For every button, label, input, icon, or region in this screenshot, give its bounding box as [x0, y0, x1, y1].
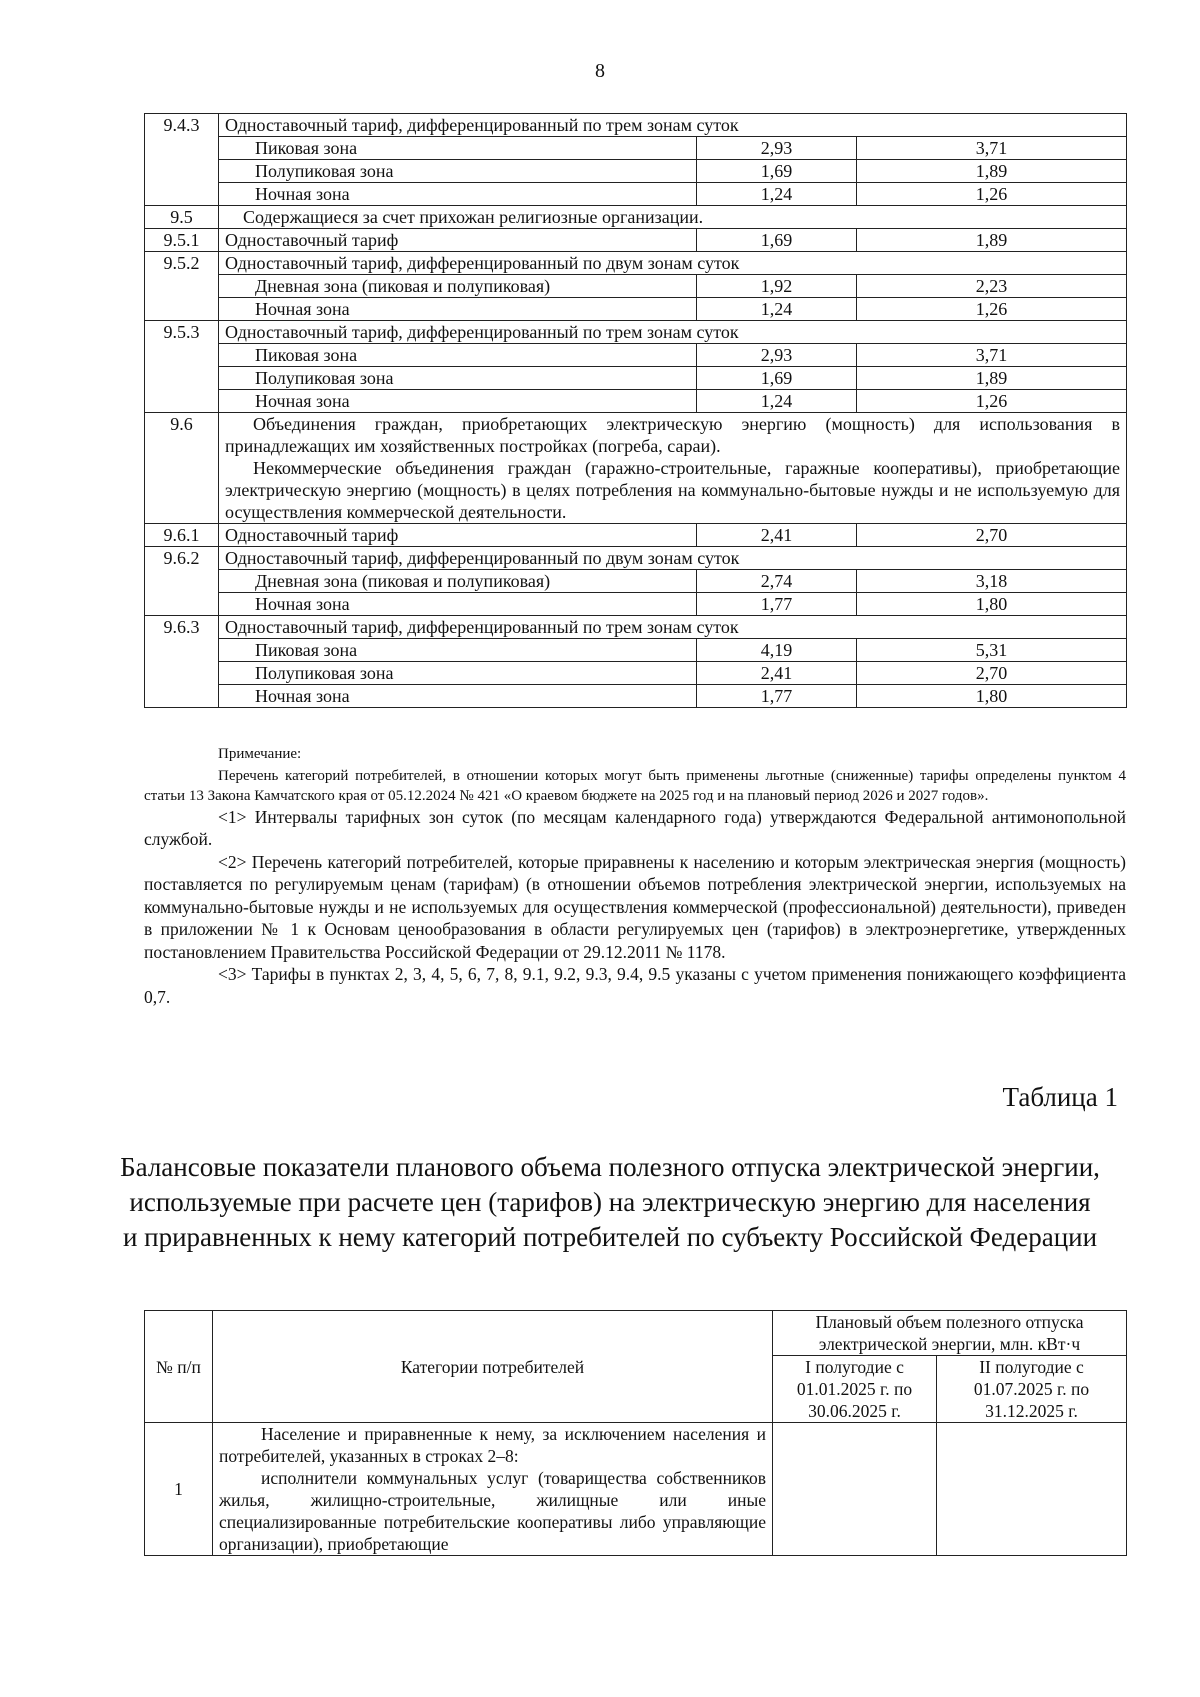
row-title: Содержащиеся за счет прихожан религиозные организации. — [219, 206, 1127, 229]
row-label: Одноставочный тариф — [219, 524, 697, 547]
value-h1: 2,93 — [697, 344, 857, 367]
value-h2: 3,71 — [857, 137, 1127, 160]
table-row — [145, 593, 1127, 616]
row-number: 9.6 — [145, 413, 219, 524]
value-h1: 1,92 — [697, 275, 857, 298]
notes-label: Примечание: — [218, 746, 302, 762]
row-label: Ночная зона — [219, 685, 697, 708]
value-h2: 1,89 — [857, 367, 1127, 390]
table-row — [145, 252, 1127, 275]
value-h1: 2,93 — [697, 137, 857, 160]
value-h2: 1,89 — [857, 229, 1127, 252]
value-h2: 5,31 — [857, 639, 1127, 662]
note-paragraph: <2> Перечень категорий потребителей, которые приравнены к населению и которым электрическая энергия (мощность) поставляется по регулируемым ценам (тарифам) (в отношении объемов потребления электрической энергии, используемых на коммунально-бытовые нужды и не используемых для осуществления коммерческой (профессиональной) деятельности), приведен в приложении № 1 к Основам ценообразования в области регулируемых цен (тарифов) в электроэнергетике, утвержденных постановлением Правительства Российской Федерации от 29.12.2011 № 1178. — [144, 851, 1126, 962]
value-h2: 3,18 — [857, 570, 1127, 593]
description-paragraph: Объединения граждан, приобретающих электрическую энергию (мощность) для использования в принадлежащих им хозяйственных постройках (погреба, сараи). — [225, 414, 1120, 456]
row-description — [219, 413, 1127, 524]
row-number: 9.5.1 — [145, 229, 219, 252]
table-row — [145, 390, 1127, 413]
value-h2: 3,71 — [857, 344, 1127, 367]
value-h2: 1,89 — [857, 160, 1127, 183]
table-row — [145, 1423, 1127, 1556]
value-h1: 1,69 — [697, 160, 857, 183]
table-row — [145, 639, 1127, 662]
note-paragraph: Перечень категорий потребителей, в отношении которых могут быть применены льготные (сниженные) тарифы определены пунктом 4 статьи 13 Закона Камчатского края от 05.12.2024 № 421 «О краевом бюджете на 2025 год и на плановый период 2026 и 2027 годов». — [144, 767, 1126, 804]
note-paragraph: <1> Интервалы тарифных зон суток (по месяцам календарного года) утверждаются Федеральной антимонопольной службой. — [144, 806, 1126, 849]
value-h2: 1,26 — [857, 298, 1127, 321]
row-number: 9.6.2 — [145, 547, 219, 616]
row-label: Ночная зона — [219, 390, 697, 413]
value-h1: 1,69 — [697, 367, 857, 390]
value-h2: 1,80 — [857, 685, 1127, 708]
notes-section — [144, 744, 1126, 1008]
table-row — [145, 662, 1127, 685]
row-label: Одноставочный тариф — [219, 229, 697, 252]
row-number: 9.5.2 — [145, 252, 219, 321]
row-label: Дневная зона (пиковая и полупиковая) — [219, 570, 697, 593]
table-row — [145, 524, 1127, 547]
row-label: Дневная зона (пиковая и полупиковая) — [219, 275, 697, 298]
header-category: Категории потребителей — [213, 1311, 773, 1423]
table-row — [145, 298, 1127, 321]
value-h2: 2,70 — [857, 524, 1127, 547]
page-number: 8 — [595, 60, 605, 82]
value-h1: 1,24 — [697, 298, 857, 321]
row-label: Ночная зона — [219, 298, 697, 321]
value-h1: 1,24 — [697, 390, 857, 413]
row-title: Одноставочный тариф, дифференцированный по двум зонам суток — [219, 547, 1127, 570]
row-number: 9.6.1 — [145, 524, 219, 547]
row-label: Пиковая зона — [219, 137, 697, 160]
header-half-year-2: II полугодие с 01.07.2025 г. по 31.12.2025 г. — [937, 1356, 1127, 1423]
value-h2: 1,80 — [857, 593, 1127, 616]
value-h1: 2,41 — [697, 524, 857, 547]
value-h2 — [937, 1423, 1127, 1556]
header-half-year-1: I полугодие с 01.01.2025 г. по 30.06.2025 г. — [773, 1356, 937, 1423]
value-h1: 1,77 — [697, 593, 857, 616]
table-header-row — [145, 1311, 1127, 1356]
table-row — [145, 616, 1127, 639]
value-h1: 1,77 — [697, 685, 857, 708]
table-row — [145, 321, 1127, 344]
row-label: Пиковая зона — [219, 639, 697, 662]
value-h1: 2,41 — [697, 662, 857, 685]
row-number: 9.4.3 — [145, 114, 219, 206]
row-number: 9.6.3 — [145, 616, 219, 708]
table-row — [145, 229, 1127, 252]
row-label: Полупиковая зона — [219, 367, 697, 390]
row-label: Полупиковая зона — [219, 662, 697, 685]
description-paragraph: Некоммерческие объединения граждан (гаражно-строительные, гаражные кооперативы), приобретающие электрическую энергию (мощность) в целях потребления на коммунально-бытовые нужды и не используемую для осуществления коммерческой деятельности. — [225, 458, 1120, 522]
table-row — [145, 275, 1127, 298]
row-title: Одноставочный тариф, дифференцированный по трем зонам суток — [219, 321, 1127, 344]
value-h2: 1,26 — [857, 183, 1127, 206]
row-label: Полупиковая зона — [219, 160, 697, 183]
value-h2: 2,23 — [857, 275, 1127, 298]
value-h1 — [773, 1423, 937, 1556]
table-row — [145, 206, 1127, 229]
table-row — [145, 137, 1127, 160]
category-paragraph: исполнители коммунальных услуг (товарищества собственников жилья, жилищно-строительные, жилищные или иные специализированные потребительские кооперативы либо управляющие организации), приобретающие — [219, 1468, 766, 1554]
row-number: 9.5 — [145, 206, 219, 229]
row-title: Одноставочный тариф, дифференцированный по трем зонам суток — [219, 114, 1127, 137]
row-title: Одноставочный тариф, дифференцированный по трем зонам суток — [219, 616, 1127, 639]
table-row — [145, 685, 1127, 708]
table-row — [145, 160, 1127, 183]
table-row — [145, 344, 1127, 367]
row-label: Ночная зона — [219, 593, 697, 616]
tariff-table — [144, 113, 1127, 708]
table1-label: Таблица 1 — [1002, 1082, 1118, 1112]
balance-table — [144, 1310, 1127, 1556]
value-h2: 2,70 — [857, 662, 1127, 685]
table-row — [145, 114, 1127, 137]
header-volume: Плановый объем полезного отпуска электрической энергии, млн. кВт·ч — [773, 1311, 1127, 1356]
table-row — [145, 367, 1127, 390]
table-row — [145, 547, 1127, 570]
table-row — [145, 413, 1127, 524]
note-paragraph: <3> Тарифы в пунктах 2, 3, 4, 5, 6, 7, 8, 9.1, 9.2, 9.3, 9.4, 9.5 указаны с учетом применения понижающего коэффициента 0,7. — [144, 964, 1126, 1007]
table1-title: Балансовые показатели планового объема полезного отпуска электрической энергии, используемые при расчете цен (тарифов) на электрическую энергию для населения и приравненных к нему категорий потребителей по субъекту Российской Федерации — [120, 1152, 1100, 1252]
value-h1: 2,74 — [697, 570, 857, 593]
category-paragraph: Население и приравненные к нему, за исключением населения и потребителей, указанных в строках 2–8: — [219, 1424, 766, 1466]
value-h1: 1,69 — [697, 229, 857, 252]
table-row — [145, 570, 1127, 593]
value-h1: 1,24 — [697, 183, 857, 206]
header-number: № п/п — [145, 1311, 213, 1423]
row-category — [213, 1423, 773, 1556]
value-h2: 1,26 — [857, 390, 1127, 413]
value-h1: 4,19 — [697, 639, 857, 662]
row-label: Пиковая зона — [219, 344, 697, 367]
row-label: Ночная зона — [219, 183, 697, 206]
row-number: 1 — [145, 1423, 213, 1556]
table-row — [145, 183, 1127, 206]
row-number: 9.5.3 — [145, 321, 219, 413]
row-title: Одноставочный тариф, дифференцированный по двум зонам суток — [219, 252, 1127, 275]
